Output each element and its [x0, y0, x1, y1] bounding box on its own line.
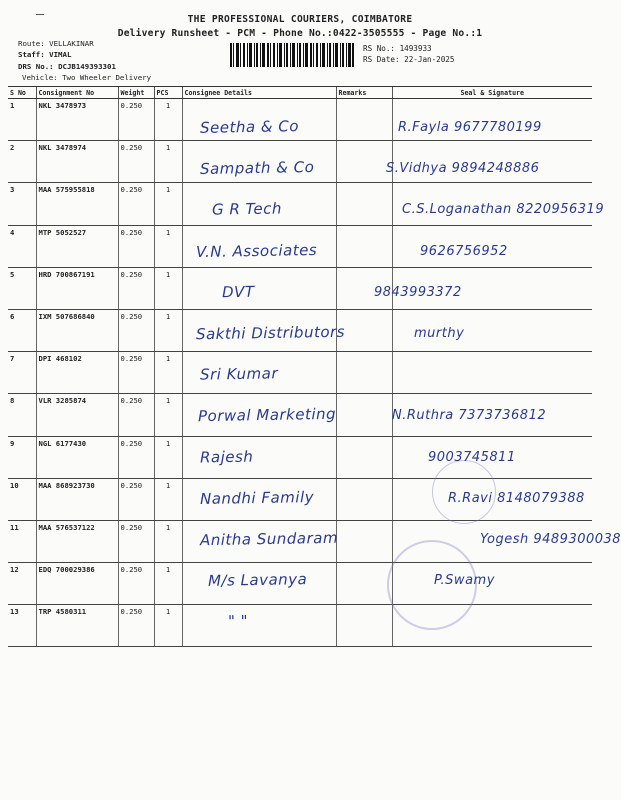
consignment-cell: EDQ 700029386 — [36, 563, 118, 605]
signature-cell — [392, 352, 592, 394]
staff-value: VIMAL — [49, 50, 72, 59]
remarks-cell — [336, 394, 392, 436]
weight-cell: 0.250 — [118, 309, 154, 351]
route-line — [18, 38, 94, 49]
remarks-cell — [336, 99, 392, 141]
remarks-cell — [336, 436, 392, 478]
consignee-handwriting: Seetha & Co — [199, 117, 300, 137]
table-row — [8, 352, 592, 394]
sno-cell: 1 — [8, 99, 36, 141]
weight-cell: 0.250 — [118, 141, 154, 183]
rs-number-value: 1493933 — [399, 44, 432, 53]
weight-cell: 0.250 — [118, 436, 154, 478]
route-value: VELLAKINAR — [49, 39, 94, 48]
col-header-remarks: Remarks — [336, 87, 392, 99]
pcs-cell: 1 — [154, 520, 182, 562]
signature-handwriting: P.Swamy — [434, 573, 495, 589]
weight-cell: 0.250 — [118, 99, 154, 141]
remarks-cell — [336, 563, 392, 605]
remarks-cell — [336, 352, 392, 394]
consignee-handwriting: Nandhi Family — [199, 487, 315, 508]
consignment-cell: DPI 468102 — [36, 352, 118, 394]
consignee-handwriting: Sri Kumar — [199, 364, 279, 384]
rs-date-label: RS Date: — [363, 55, 400, 64]
sno-cell: 9 — [8, 436, 36, 478]
consignment-cell: NKL 3478974 — [36, 141, 118, 183]
consignee-handwriting: Sakthi Distributors — [195, 322, 346, 344]
sno-cell: 6 — [8, 309, 36, 351]
consignment-cell: NGL 6177430 — [36, 436, 118, 478]
consignee-handwriting: " " — [227, 612, 249, 631]
col-header-consignee: Consignee Details — [182, 87, 336, 99]
col-header-sno: S No — [8, 87, 36, 99]
signature-handwriting: C.S.Loganathan 8220956319 — [402, 202, 605, 218]
runsheet-title: THE PROFESSIONAL COURIERS, COIMBATORE — [187, 14, 413, 25]
weight-cell: 0.250 — [118, 563, 154, 605]
table-row — [8, 267, 592, 309]
signature-handwriting: 9003745811 — [428, 449, 516, 465]
weight-cell: 0.250 — [118, 352, 154, 394]
pcs-cell: 1 — [154, 141, 182, 183]
signature-handwriting: R.Fayla 9677780199 — [398, 120, 542, 135]
rs-number-label: RS No.: — [363, 44, 396, 53]
consignee-handwriting: Anitha Sundaram — [199, 528, 339, 550]
col-header-pcs: PCS — [154, 87, 182, 99]
consignment-cell: TRP 4580311 — [36, 605, 118, 647]
vehicle-label: Vehicle: — [22, 73, 58, 82]
rs-number-line — [363, 44, 432, 53]
table-header-row — [8, 87, 592, 99]
pcs-cell: 1 — [154, 183, 182, 225]
staff-label: Staff: — [18, 50, 45, 59]
remarks-cell — [336, 605, 392, 647]
sno-cell: 8 — [8, 394, 36, 436]
signature-handwriting: R.Ravi 8148079388 — [448, 490, 585, 506]
route-label: Route: — [18, 39, 45, 48]
weight-cell: 0.250 — [118, 605, 154, 647]
consignment-cell: VLR 3285874 — [36, 394, 118, 436]
weight-cell: 0.250 — [118, 394, 154, 436]
sno-cell: 11 — [8, 520, 36, 562]
pcs-cell: 1 — [154, 478, 182, 520]
rs-date-value: 22-Jan-2025 — [404, 55, 455, 64]
consignment-cell: NKL 3478973 — [36, 99, 118, 141]
consignee-handwriting: Sampath & Co — [199, 158, 315, 179]
pcs-cell: 1 — [154, 225, 182, 267]
signature-handwriting: N.Ruthra 7373736812 — [392, 408, 547, 424]
signature-handwriting: murthy — [414, 326, 465, 341]
sno-cell: 4 — [8, 225, 36, 267]
remarks-cell — [336, 478, 392, 520]
consignment-cell: HRD 700867191 — [36, 267, 118, 309]
sno-cell: 12 — [8, 563, 36, 605]
pcs-cell: 1 — [154, 267, 182, 309]
remarks-cell — [336, 183, 392, 225]
consignment-cell: MAA 868923730 — [36, 478, 118, 520]
consignee-cell — [182, 267, 336, 309]
consignee-handwriting: G R Tech — [211, 199, 283, 219]
consignee-handwriting: M/s Lavanya — [207, 570, 308, 591]
drs-value: DCJB149393301 — [58, 62, 116, 71]
weight-cell: 0.250 — [118, 267, 154, 309]
drs-line — [18, 61, 116, 72]
signature-handwriting: S.Vidhya 9894248886 — [386, 161, 540, 177]
consignee-handwriting: Porwal Marketing — [197, 405, 337, 426]
consignee-cell — [182, 605, 336, 647]
weight-cell: 0.250 — [118, 183, 154, 225]
vehicle-line — [22, 72, 151, 83]
sno-cell: 5 — [8, 267, 36, 309]
rs-date-line — [363, 55, 454, 64]
pcs-cell: 1 — [154, 99, 182, 141]
table-row — [8, 605, 592, 647]
consignee-handwriting: DVT — [221, 282, 255, 302]
sno-cell: 3 — [8, 183, 36, 225]
signature-handwriting: Yogesh 9489300038 — [480, 532, 621, 547]
vehicle-value: Two Wheeler Delivery — [62, 73, 152, 82]
weight-cell: 0.250 — [118, 478, 154, 520]
remarks-cell — [336, 520, 392, 562]
sno-cell: 13 — [8, 605, 36, 647]
pcs-cell: 1 — [154, 352, 182, 394]
remarks-cell — [336, 141, 392, 183]
signature-handwriting: 9626756952 — [420, 243, 508, 259]
consignment-cell: MAA 576537122 — [36, 520, 118, 562]
consignment-cell: IXM 507686840 — [36, 309, 118, 351]
sno-cell: 10 — [8, 478, 36, 520]
consignment-cell: MAA 575955818 — [36, 183, 118, 225]
drs-label: DRS No.: — [18, 62, 54, 71]
col-header-consignment: Consignment No — [36, 87, 118, 99]
pcs-cell: 1 — [154, 563, 182, 605]
sno-cell: 7 — [8, 352, 36, 394]
barcode-icon — [230, 43, 354, 67]
remarks-cell — [336, 225, 392, 267]
pcs-cell: 1 — [154, 394, 182, 436]
consignee-handwriting: Rajesh — [199, 447, 254, 467]
weight-cell: 0.250 — [118, 225, 154, 267]
consignee-handwriting: V.N. Associates — [195, 240, 318, 261]
pcs-cell: 1 — [154, 605, 182, 647]
runsheet-subtitle: Delivery Runsheet - PCM - Phone No.:0422-3505555 - Page No.:1 — [117, 28, 483, 39]
weight-cell: 0.250 — [118, 520, 154, 562]
sno-cell: 2 — [8, 141, 36, 183]
col-header-signature: Seal & Signature — [392, 87, 592, 99]
col-header-weight: Weight — [118, 87, 154, 99]
staff-line — [18, 49, 71, 60]
consignment-cell: MTP 5052527 — [36, 225, 118, 267]
pcs-cell: 1 — [154, 309, 182, 351]
pcs-cell: 1 — [154, 436, 182, 478]
signature-handwriting: 9843993372 — [374, 284, 462, 300]
